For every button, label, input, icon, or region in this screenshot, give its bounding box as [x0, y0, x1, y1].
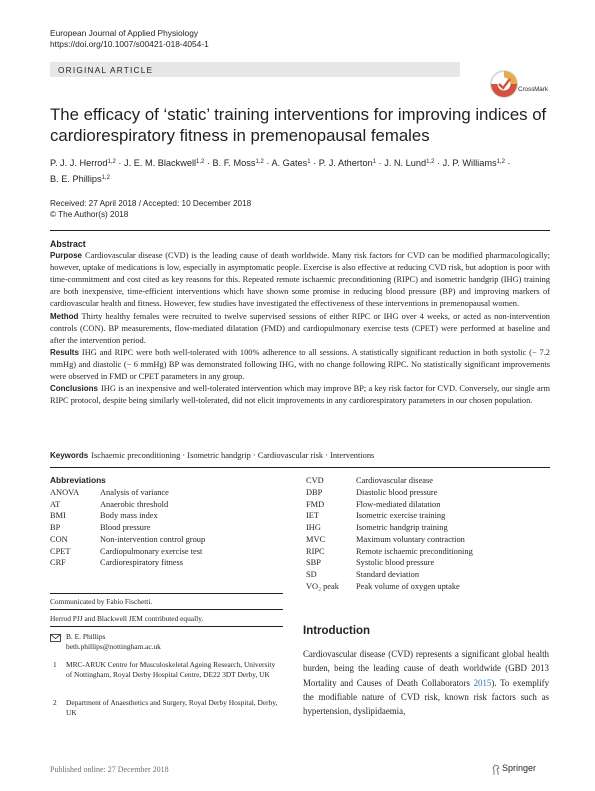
divider [50, 467, 550, 468]
abbr-row: VO₂ peak Peak volume of oxygen uptake [306, 581, 460, 591]
author[interactable]: P. J. Atherton$^1$ [318, 158, 377, 168]
abbreviations-heading: Abbreviations [50, 475, 106, 485]
abbreviations-left [50, 475, 290, 569]
abbr-row: CPET Cardiopulmonary exercise test [50, 546, 203, 556]
journal-name: European Journal of Applied Physiology [50, 28, 199, 38]
abstract-heading: Abstract [50, 239, 86, 249]
abbr-row: DBP Diastolic blood pressure [306, 487, 438, 497]
article-title: The efficacy of ‘static’ training interventions for improving indices of cardiorespiratory fitness in premenopausal females [50, 105, 547, 145]
abstract-purpose: Purpose Cardiovascular disease (CVD) is the leading cause of death worldwide. Many risk factors for CVD can be modified pharmacologically; however, uptake of medications is low, especially in asymptomatic people. Exercise is also effective at reducing CVD risk, but adoption is poor with time-commitment and cost cited as key reasons for this. Repeated remote ischaemic preconditioning (RIPC) and isometric handgrip (IHG) training are both inexpensive, time-efficient interventions which have shown some promise in reducing blood pressure (BP) and improving markers of cardiovascular health and fitness. However, few studies have investigated the effectiveness of these interventions in premenopausal women. [50, 251, 550, 309]
keywords: Keywords Ischaemic preconditioning · Isometric handgrip · Cardiovascular risk · Interventions [50, 451, 375, 460]
abbr-row: FMD Flow-mediated dilatation [306, 499, 441, 509]
divider [50, 230, 550, 231]
abbr-row: CRF Cardiorespiratory fitness [50, 558, 184, 568]
abbr-row: SBP Systolic blood pressure [306, 558, 435, 568]
published-online: Published online: 27 December 2018 [50, 765, 169, 774]
abbr-row: RIPC Remote ischaemic preconditioning [306, 546, 473, 556]
journal-header [50, 28, 209, 50]
abbr-row: CVD Cardiovascular disease [306, 476, 433, 485]
citation-link[interactable]: 2015 [473, 677, 492, 688]
author[interactable]: A. Gates$^1$ [271, 158, 311, 168]
abbr-row: MVC Maximum voluntary contraction [306, 534, 465, 544]
article-dates [50, 198, 251, 220]
author[interactable]: J. N. Lund$^{1,2}$ [384, 158, 435, 168]
divider [50, 609, 283, 610]
abstract-conclusions: Conclusions IHG is an inexpensive and well-tolerated intervention which may improve BP; a key risk factor for CVD. Conversely, our single arm RIPC protocol, despite being similarly well-tolerated, did not elicit improvements in any cardiorespiratory parameters in our chosen population. [50, 384, 550, 406]
introduction-heading: Introduction [303, 625, 371, 637]
copyright: © The Author(s) 2018 [50, 210, 129, 219]
introduction-text: Cardiovascular disease (CVD) represents a significant global health burden, being the leading cause of death worldwide (GBD 2013 Mortality and Causes of Death Collaborators 2015). To exemplify the modifiable nature of CVD risk, known risk factors such as hypertension, dyslipidaemia, [303, 649, 550, 717]
abstract-method: Method Thirty healthy females were recruited to twelve supervised sessions of either RIPC or IHG over 4 weeks, or acted as non-intervention controls (CON). BP measurements, flow-mediated dilatation (FMD) and cardiopulmonary exercise tests (CPET) were performed at baseline and after the intervention period. [50, 311, 550, 345]
author[interactable]: J. E. M. Blackwell$^{1,2}$ [124, 158, 205, 168]
abbr-row: CON Non-intervention control group [50, 534, 206, 544]
author-list: P. J. J. Herrod$^{1,2}$ · J. E. M. Blackwell$^{1,2}$ · B. F. Moss$^{1,2}$ · A. Gates$^1$ · P. J. Atherton$^1$ · J. N. Lund$^{1,2}$ · J. P. Williams$^{1,2}$ · B. E. Phillips$^{1,2}$ [50, 158, 511, 184]
springer-horse-icon [492, 764, 501, 776]
article-type-label: ORIGINAL ARTICLE [58, 64, 154, 75]
abstract-results: Results IHG and RIPC were both well-tolerated with 100% adherence to all sessions. A statistically significant reduction in both systolic (− 7.2 mmHg) and diastolic (− 6 mmHg) BP was demonstrated following IHG, with no change following RIPC. No statistically significant improvements were observed in FMD or CPET parameters in any group. [50, 347, 550, 382]
author[interactable]: B. F. Moss$^{1,2}$ [212, 158, 264, 168]
publisher-logo-text: Springer [502, 763, 537, 773]
correspondence-email[interactable]: beth.phillips@nottingham.ac.uk [66, 642, 161, 651]
author[interactable]: J. P. Williams$^{1,2}$ [442, 158, 505, 168]
affiliation-text: Department of Anaesthetics and Surgery, Royal Derby Hospital, Derby, UK [66, 698, 278, 717]
author[interactable]: P. J. J. Herrod$^{1,2}$ [50, 158, 116, 168]
abbr-row: BMI Body mass index [50, 511, 158, 521]
abbr-row: BP Blood pressure [50, 523, 151, 532]
abbr-row: IHG Isometric handgrip training [306, 523, 448, 532]
author[interactable]: B. E. Phillips$^{1,2}$ [50, 174, 110, 184]
communicated-note: Communicated by Fabio Fischetti. [50, 597, 153, 606]
abstract [50, 238, 550, 407]
abbreviations-right [306, 475, 550, 593]
equal-contribution-note: Herrod PJJ and Blackwell JEM contributed equally. [50, 614, 204, 623]
abbr-row: SD Standard deviation [306, 570, 420, 579]
abbr-row: IET Isometric exercise training [306, 511, 446, 521]
affiliation-text: MRC-ARUK Centre for Musculoskeletal Ageing Research, University of Nottingham, Royal Derby Hospital Centre, DE22 3DT Derby, UK [66, 660, 276, 679]
affiliation-number: 2 [53, 698, 57, 707]
doi-link[interactable]: https://doi.org/10.1007/s00421-018-4054-1 [50, 39, 209, 49]
divider [50, 626, 283, 627]
correspondence [66, 632, 161, 652]
abbr-row: AT Anaerobic threshold [50, 499, 169, 509]
envelope-icon [50, 634, 61, 642]
crossmark-label: CrossMark [518, 86, 548, 93]
correspondence-name: B. E. Phillips [66, 632, 106, 641]
affiliation-number: 1 [53, 660, 57, 669]
abbr-row: ANOVA Analysis of variance [50, 487, 169, 497]
divider [50, 593, 283, 594]
received-accepted: Received: 27 April 2018 / Accepted: 10 December 2018 [50, 199, 252, 208]
